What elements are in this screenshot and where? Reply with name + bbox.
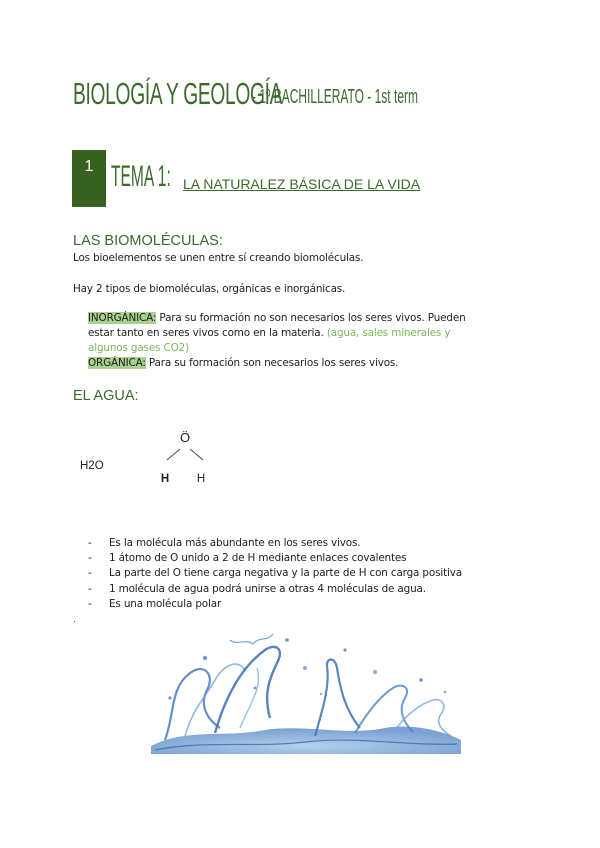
hydrogen-atom-right: H	[196, 473, 206, 485]
list-item	[88, 597, 462, 612]
inorganica-note-1: (agua, sales minerales y	[323, 327, 451, 339]
water-structure-diagram	[150, 425, 220, 490]
agua-bullet-list	[88, 536, 462, 612]
bullet-dash: -	[88, 597, 92, 610]
list-item	[88, 536, 462, 551]
trailing-dot: .	[73, 615, 76, 625]
organica-line	[88, 356, 398, 371]
list-item	[88, 551, 462, 566]
hydrogen-atom-left: H	[160, 473, 170, 485]
inorganica-term: INORGÁNICA:	[88, 312, 157, 324]
inorganica-note-2: algunos gases CO2)	[88, 342, 189, 354]
biomoleculas-tipos: Hay 2 tipos de biomoléculas, orgánicas e inorgánicas.	[73, 283, 346, 295]
inorganica-line-2	[88, 326, 450, 341]
inorganica-line-1	[88, 311, 466, 326]
section-number: 1	[84, 158, 94, 175]
list-item-text: 1 molécula de agua podrá unirse a otras 4 moléculas de agua.	[109, 582, 426, 595]
document-title-main: BIOLOGÍA Y GEOLOGÍA	[73, 76, 283, 111]
bond-left	[167, 449, 180, 460]
water-splash-image	[145, 628, 465, 758]
list-item-text: La parte del O tiene carga negativa y la parte de H con carga positiva	[109, 567, 462, 580]
inorganica-text-2: estar tanto en seres vivos como en la materia.	[88, 327, 324, 339]
list-item-text: Es una molécula polar	[109, 597, 222, 610]
bullet-dash: -	[88, 552, 92, 565]
section-title: LA NATURALEZ BÁSICA DE LA VIDA	[183, 176, 421, 192]
list-item	[88, 566, 462, 581]
inorganica-text-1: Para su formación no son necesarios los seres vivos. Pueden	[156, 312, 466, 324]
biomoleculas-intro: Los bioelementos se unen entre sí creando biomoléculas.	[73, 252, 364, 264]
bullet-dash: -	[88, 567, 92, 580]
water-formula: H2O	[80, 460, 104, 472]
section-label: TEMA 1:	[111, 160, 171, 193]
document-title	[73, 76, 418, 112]
list-item-text: Es la molécula más abundante en los seres vivos.	[109, 537, 361, 549]
oxygen-atom: Ö	[179, 430, 191, 445]
document-title-subtitle: - 1º BACHILLERATO - 1st term	[252, 86, 418, 108]
biomoleculas-heading: LAS BIOMOLÉCULAS:	[73, 233, 223, 249]
agua-heading: EL AGUA:	[73, 388, 139, 404]
organica-text: Para su formación son necesarios los seres vivos.	[145, 357, 399, 369]
section-number-box	[72, 150, 106, 207]
bullet-dash: -	[88, 537, 92, 549]
bullet-dash: -	[88, 582, 92, 595]
list-item	[88, 582, 462, 597]
bond-right	[190, 449, 203, 460]
list-item-text: 1 átomo de O unido a 2 de H mediante enlaces covalentes	[109, 552, 407, 565]
organica-term: ORGÁNICA:	[88, 357, 146, 369]
